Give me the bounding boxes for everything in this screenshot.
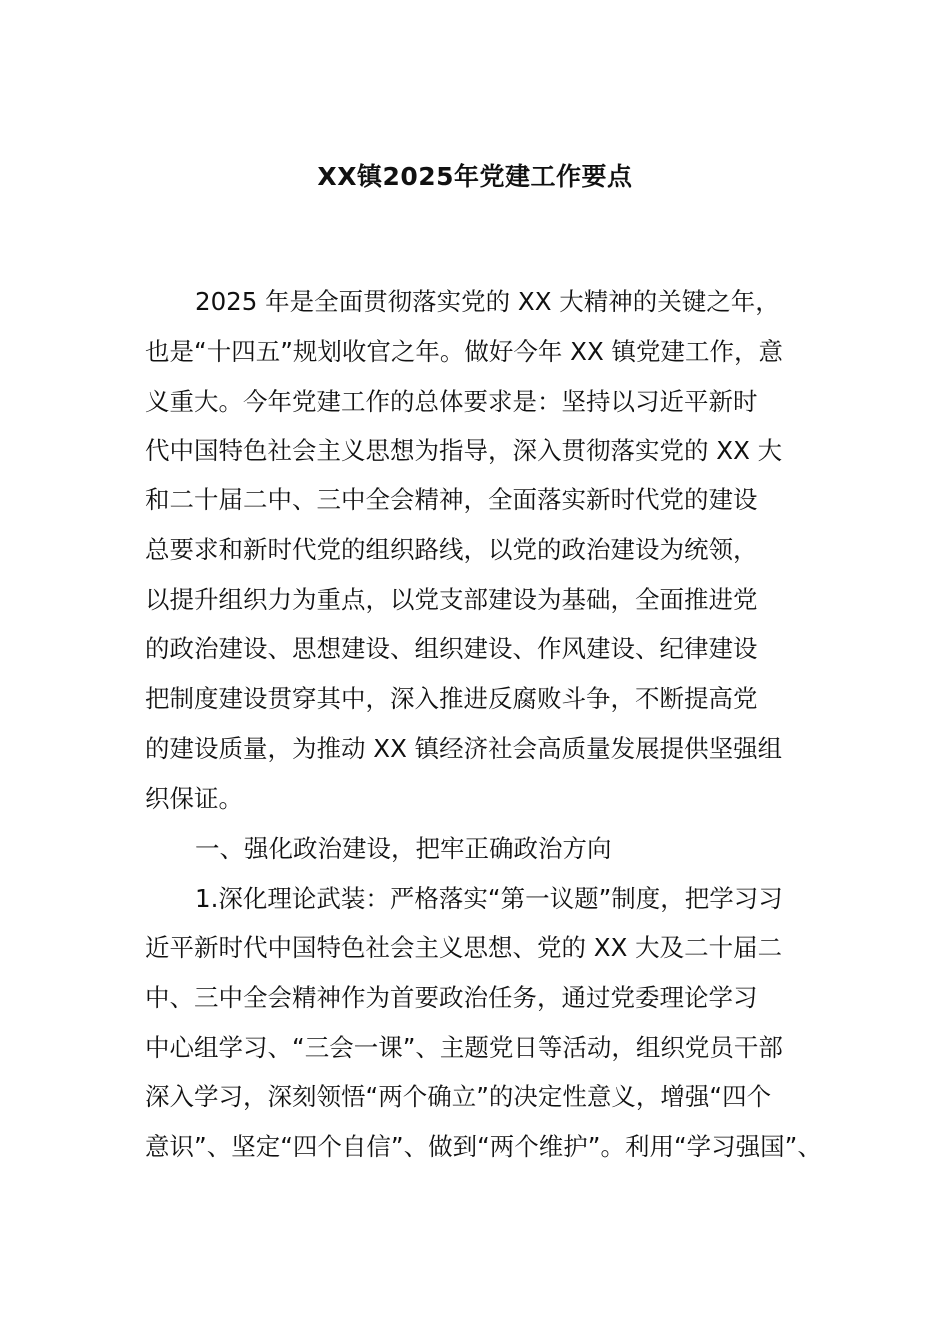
paragraph-line: 深入学习，深刻领悟“两个确立”的决定性意义，增强“四个 [145,1082,772,1111]
paragraph-line: 把制度建设贯穿其中，深入推进反腐败斗争，不断提高党 [145,684,758,713]
paragraph-line: 中、三中全会精神作为首要政治任务，通过党委理论学习 [145,983,758,1012]
paragraph-line: 织保证。 [145,784,243,813]
paragraph-line: 以提升组织力为重点，以党支部建设为基础，全面推进党 [145,585,758,614]
paragraph-line: 代中国特色社会主义思想为指导，深入贯彻落实党的 XX 大 [145,436,783,465]
paragraph-line: 近平新时代中国特色社会主义思想、党的 XX 大及二十届二 [145,933,783,962]
paragraph-line: 的建设质量，为推动 XX 镇经济社会高质量发展提供坚强组 [145,734,783,763]
section-heading: 一、强化政治建设，把牢正确政治方向 [195,834,612,863]
paragraph-line: 也是“十四五”规划收官之年。做好今年 XX 镇党建工作，意 [145,337,784,366]
paragraph-line: 的政治建设、思想建设、组织建设、作风建设、纪律建设 [145,634,758,663]
paragraph-line: 1.深化理论武装：严格落实“第一议题”制度，把学习习 [195,884,783,913]
paragraph-line: 义重大。今年党建工作的总体要求是：坚持以习近平新时 [145,387,758,416]
paragraph-line: 和二十届二中、三中全会精神，全面落实新时代党的建设 [145,485,758,514]
paragraph-line: 中心组学习、“三会一课”、主题党日等活动，组织党员干部 [145,1033,783,1062]
paragraph-line: 意识”、坚定“四个自信”、做到“两个维护”。利用“学习强国”、 [145,1132,822,1161]
document-title: XX镇2025年党建工作要点 [317,162,633,191]
paragraph-line: 2025 年是全面贯彻落实党的 XX 大精神的关键之年， [195,287,780,316]
paragraph-line: 总要求和新时代党的组织路线，以党的政治建设为统领， [145,535,758,564]
